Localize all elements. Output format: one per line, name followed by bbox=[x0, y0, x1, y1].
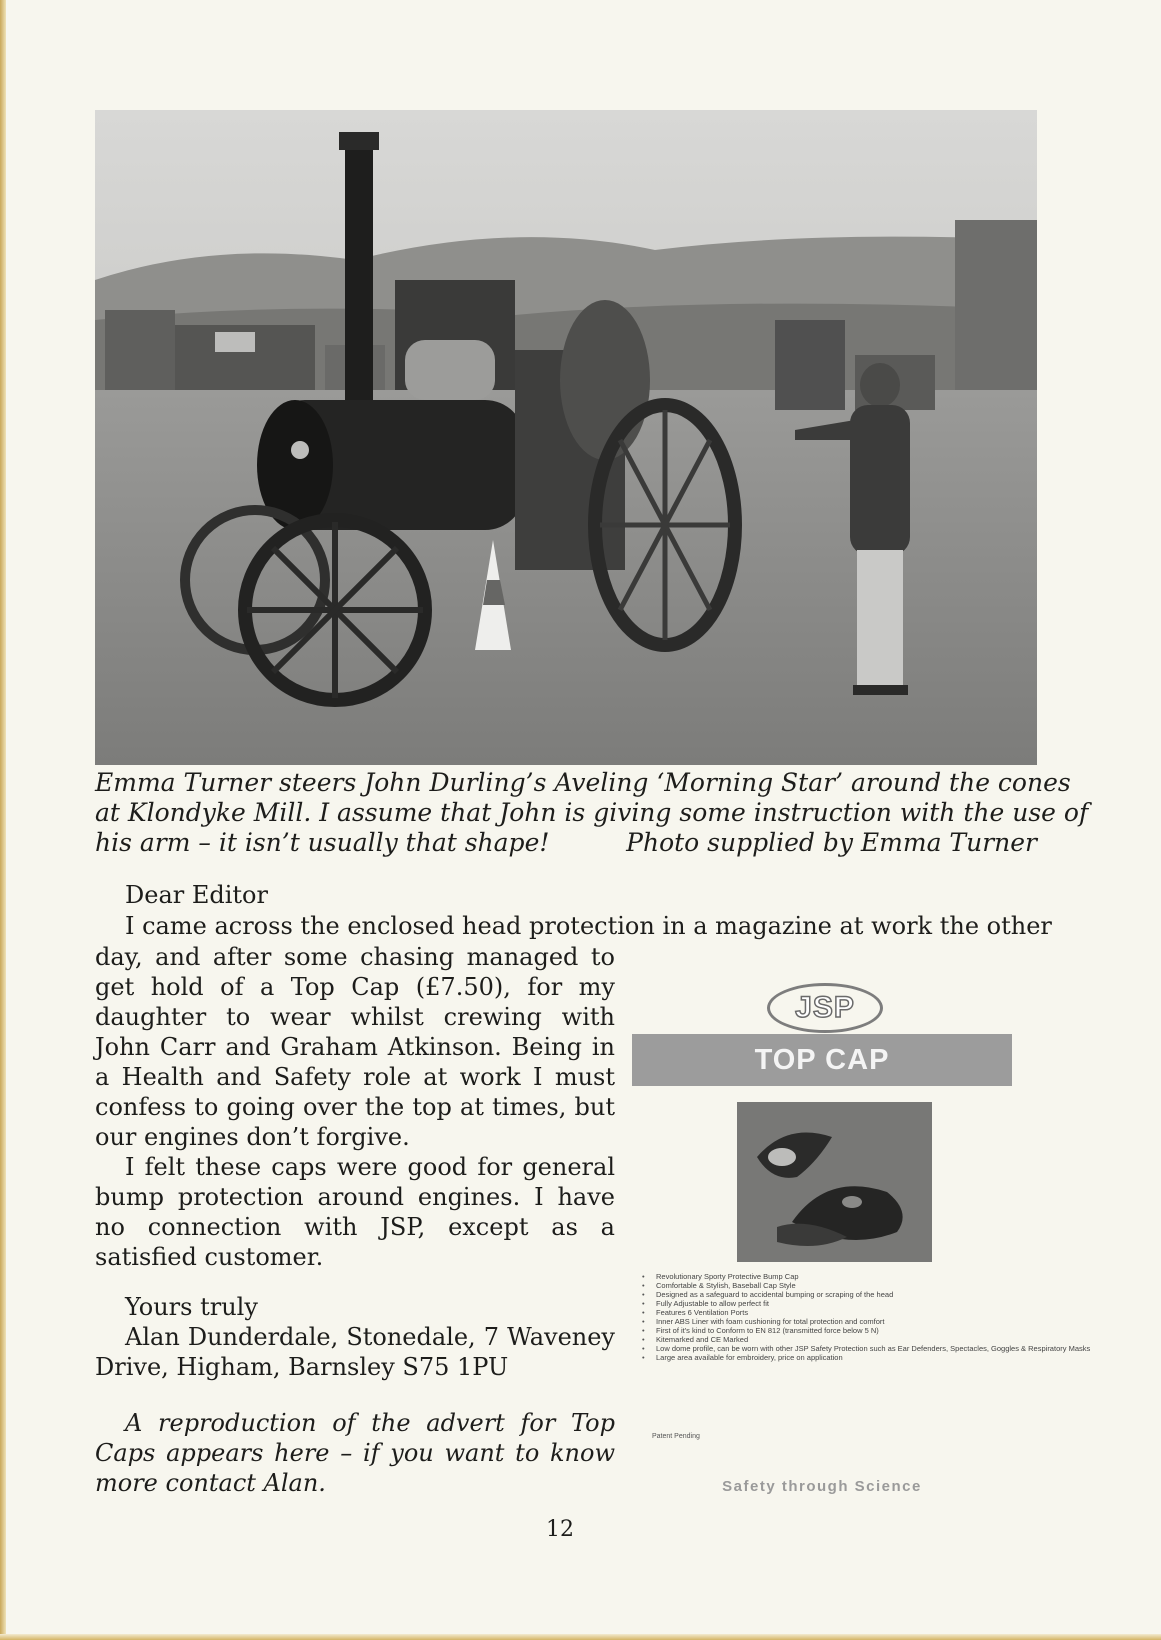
traction-engine-photo bbox=[95, 110, 1037, 765]
jsp-logo: JSP bbox=[767, 983, 883, 1033]
letter-address: Alan Dunderdale, Stonedale, 7 Waveney Drive, Higham, Barnsley S75 1PU bbox=[95, 1323, 615, 1381]
letter-first-line: I came across the enclosed head protection in a magazine at work the other bbox=[125, 912, 1052, 940]
editor-note bbox=[95, 1408, 615, 1498]
page-number: 12 bbox=[546, 1517, 574, 1542]
feature-item: • First of it's kind to Conform to EN 812 (transmitted force below 5 N) bbox=[632, 1326, 1012, 1335]
letter-body bbox=[95, 942, 615, 1272]
letter-closing: Yours truly bbox=[125, 1293, 258, 1321]
feature-item: • Kitemarked and CE Marked bbox=[632, 1335, 1012, 1344]
photo-illustration bbox=[95, 110, 1037, 765]
caption-line-3 bbox=[95, 828, 1037, 858]
feature-list bbox=[632, 1272, 1091, 1362]
caption-line-1: Emma Turner steers John Durling’s Aveling ‘Morning Star’ around the cones bbox=[95, 768, 1071, 797]
baseball-cap-icon bbox=[737, 1102, 932, 1262]
feature-item: • Large area available for embroidery, price on application bbox=[632, 1353, 1012, 1362]
top-cap-banner: TOP CAP bbox=[632, 1034, 1012, 1086]
caption-text: his arm – it isn’t usually that shape! bbox=[95, 828, 550, 857]
top-cap-advert bbox=[632, 975, 1091, 1515]
letter-paragraph-1: day, and after some chasing managed to get hold of a Top Cap (£7.50), for my daughter to wear whilst crewing with John Carr and Graham Atkinson. Being in a Health and Safety role at work I must confess to going over the top at times, but our engines don’t forgive. bbox=[95, 943, 615, 1151]
feature-item: • Comfortable & Stylish, Baseball Cap Style bbox=[632, 1281, 1012, 1290]
letter-signature bbox=[95, 1292, 615, 1382]
feature-item: • Designed as a safeguard to accidental bumping or scraping of the head bbox=[632, 1290, 1012, 1299]
feature-item: • Features 6 Ventilation Ports bbox=[632, 1308, 1012, 1317]
photo-caption bbox=[95, 768, 1089, 858]
photo-credit: Photo supplied by Emma Turner bbox=[626, 828, 1037, 857]
feature-item: • Low dome profile, can be worn with other JSP Safety Protection such as Ear Defenders, Spectacles, Goggles & Respiratory Masks bbox=[632, 1344, 1012, 1353]
editor-note-text: A reproduction of the advert for Top Caps appears here – if you want to know more contact Alan. bbox=[95, 1409, 615, 1497]
letter-paragraph-2: I felt these caps were good for general bump protection around engines. I have no connection with JSP, except as a satisfied customer. bbox=[95, 1153, 615, 1271]
advert-slogan: Safety through Science bbox=[722, 1478, 922, 1495]
cap-illustration bbox=[737, 1102, 932, 1262]
caption-line-2: at Klondyke Mill. I assume that John is giving some instruction with the use of bbox=[95, 798, 1089, 827]
page-edge bbox=[0, 0, 6, 1640]
feature-item: • Fully Adjustable to allow perfect fit bbox=[632, 1299, 1012, 1308]
letter-salutation: Dear Editor bbox=[125, 881, 268, 909]
patent-notice: Patent Pending bbox=[652, 1433, 700, 1440]
page-edge-bottom bbox=[0, 1634, 1161, 1640]
feature-item: • Revolutionary Sporty Protective Bump Cap bbox=[632, 1272, 1012, 1281]
feature-item: • Inner ABS Liner with foam cushioning for total protection and comfort bbox=[632, 1317, 1012, 1326]
